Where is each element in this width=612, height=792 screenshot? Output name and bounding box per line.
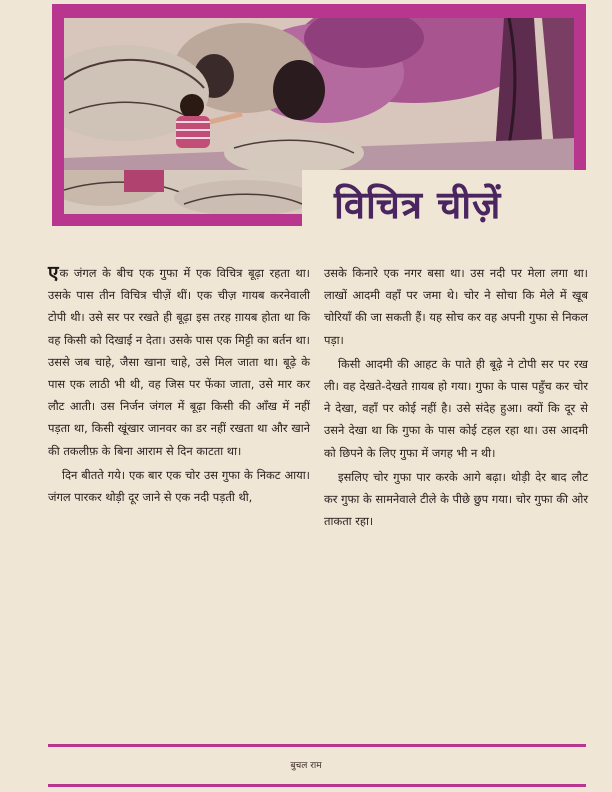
paragraph: [48, 262, 310, 462]
right-text-column: [324, 262, 588, 532]
drop-cap: ए: [48, 262, 59, 284]
paragraph: किसी आदमी की आहट के पाते ही बूढ़े ने टोपी सर पर रख ली। वह देखते-देखते ग़ायब हो गया। गुफा के पास पहुँच कर चोर ने देखा, वहाँ पर कोई नहीं है। उसे संदेह हुआ। क्यों कि दूर से उसने देखा था कि गुफा के पास कोई टहल रहा था। उस आदमी को छिपने के लिए गुफा में जगह भी न थी।: [324, 356, 588, 460]
paragraph-text: क जंगल के बीच एक गुफा में एक विचित्र बूढ़ा रहता था। उसके पास तीन विचित्र चीज़ें थीं। एक चीज़ गायब करनेवाली टोपी थी। उसे सर पर रखते ही बूढ़ा इस तरह ग़ायब होता था कि वह किसी को दिखाई न देता। उसके पास एक मिट्टी का बर्तन था। उससे जब चाहे, जैसा खाना चाहे, उसे मिल जाता था। बूढ़े के पास एक लाठी भी थी, वह जिस पर फेंका जाता, उसे मार कर लौट आती। उस निर्जन जंगल में बूढ़ा किसी की आँख में नहीं पड़ता था, किसी खूंखार जानवर का डर नहीं रखता था और खाने की तकलीफ़ के बिना आराम से दिन काटता था।: [48, 266, 310, 458]
illustration-lower-rocks: [64, 170, 302, 214]
paragraph: दिन बीतते गये। एक बार एक चोर उस गुफा के निकट आया। जंगल पारकर थोड़ी दूर जाने से एक नदी पड़ती थी,: [48, 467, 310, 505]
left-text-column: [48, 262, 310, 508]
paragraph: उसके किनारे एक नगर बसा था। उस नदी पर मेला लगा था। लाखों आदमी वहाँ पर जमा थे। चोर ने सोचा कि मेले में खूब चोरियाँ की जा सकती हैं। यह सोच कर वह अपनी गुफा से निकल पड़ा।: [324, 266, 588, 347]
paragraph: इसलिए चोर गुफा पार करके आगे बढ़ा। थोड़ी देर बाद लौट कर गुफा के सामनेवाले टीले के पीछे छुप गया। चोर गुफा की ओर ताकता रहा।: [324, 469, 588, 529]
author-credit: बुचल राम: [290, 761, 322, 771]
footer-rule-top: [48, 744, 586, 747]
story-title: विचित्र चीज़ें: [334, 183, 502, 227]
footer-rule-bottom: [48, 784, 586, 787]
forest-cave-illustration: [64, 18, 574, 170]
